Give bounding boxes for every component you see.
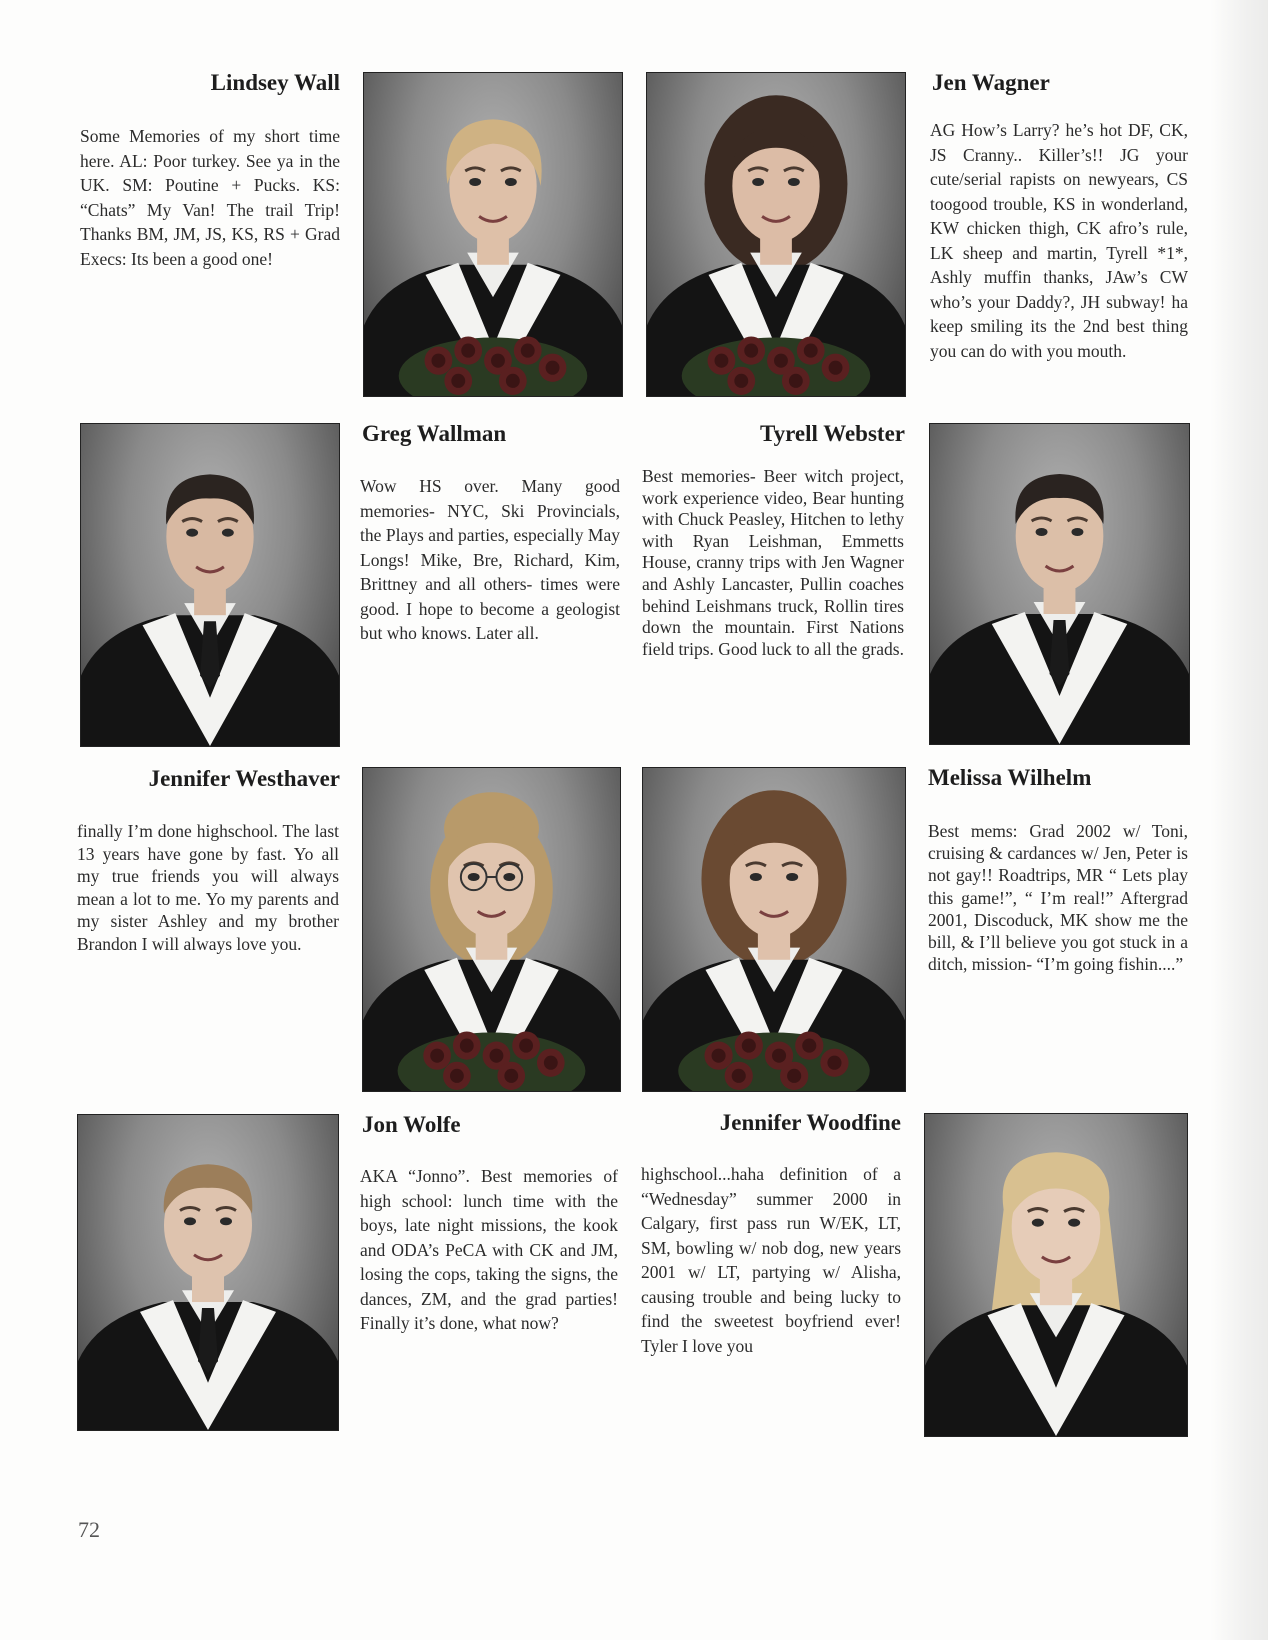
student-bio-greg-wallman: Wow HS over. Many good memories- NYC, Ski Provincials, the Plays and parties, especially May Longs! Mike, Bre, Richard, Kim, Brittney and all others- times were good. I hope to become a geologist but who knows. Later all. [360,476,620,643]
portrait-jennifer-westhaver [362,767,621,1092]
student-name-jen-wagner: Jen Wagner [932,70,1050,95]
student-name-tyrell-webster: Tyrell Webster [759,421,905,446]
student-bio-jennifer-westhaver: finally I’m done highschool. The last 13 years have gone by fast. Yo all my true friends you will always mean a lot to me. Yo my parents and my sister Ashley and my brother Brandon I will always love you. [77,821,339,954]
portrait-jon-wolfe [77,1114,339,1431]
student-bio-jon-wolfe: AKA “Jonno”. Best memories of high school: lunch time with the boys, late night missions, the kook and ODA’s PeCA with CK and JM, losing the cops, taking the signs, the dances, ZM, and the grad parties! Finally it’s done, what now? [360,1166,618,1333]
portrait-jen-wagner [646,72,906,397]
student-name-lindsey-wall: Lindsey Wall [210,70,340,95]
portrait-lindsey-wall [363,72,623,397]
student-name-jennifer-westhaver: Jennifer Westhaver [148,766,340,791]
portrait-jennifer-woodfine [924,1113,1188,1437]
portrait-tyrell-webster [929,423,1190,745]
page-number: 72 [78,1517,100,1542]
student-name-greg-wallman: Greg Wallman [362,421,507,446]
student-name-jennifer-woodfine: Jennifer Woodfine [719,1110,901,1135]
student-bio-jennifer-woodfine: highschool...haha definition of a “Wednesday” summer 2000 in Calgary, first pass run W/EK, LT, SM, bowling w/ nob dog, new years 2001 w/ LT, partying w/ Alisha, causing trouble and being lucky to find the sweetest boyfriend ever! Tyler I love you [641,1164,901,1356]
portrait-melissa-wilhelm [642,767,906,1092]
student-bio-jen-wagner: AG How’s Larry? he’s hot DF, CK, JS Cranny.. Killer’s!! JG your cute/serial rapists on newyears, CS toogood trouble, KS in wonderland, KW chicken thigh, CK afro’s rule, LK sheep and martin, Tyrell *1*, Ashly muffin thanks, JAw’s CW who’s your Daddy?, JH subway! ha keep smiling its the 2nd best thing you can do with you mouth. [930,120,1188,361]
student-bio-lindsey-wall: Some Memories of my short time here. AL: Poor turkey. See ya in the UK. SM: Poutine + Pucks. KS: “Chats” My Van! The trail Trip! Thanks BM, JM, JS, KS, RS + Grad Execs: Its been a good one! [80,126,340,269]
page-edge-shadow [1210,0,1268,1640]
student-bio-tyrell-webster: Best memories- Beer witch project, work experience video, Bear hunting with Chuck Peasley, Hitchen to lethy with Ryan Leishman, Emmetts House, cranny trips with Jen Wagner and Ashly Lancaster, Pullin coaches behind Leishmans truck, Rollin tires down the mountain. First Nations field trips. Good luck to all the grads. [642,466,904,659]
student-name-melissa-wilhelm: Melissa Wilhelm [928,765,1092,790]
student-name-jon-wolfe: Jon Wolfe [362,1112,461,1137]
portrait-greg-wallman [80,423,340,747]
student-bio-melissa-wilhelm: Best mems: Grad 2002 w/ Toni, cruising & cardances w/ Jen, Peter is not gay!! Roadtrips, MR “ Lets play this game!”, “ I’m real!” Aftergrad 2001, Discoduck, MK show me the bill, & I’ll believe you got stuck in a ditch, mission- “I’m going fishin....” [928,821,1188,975]
